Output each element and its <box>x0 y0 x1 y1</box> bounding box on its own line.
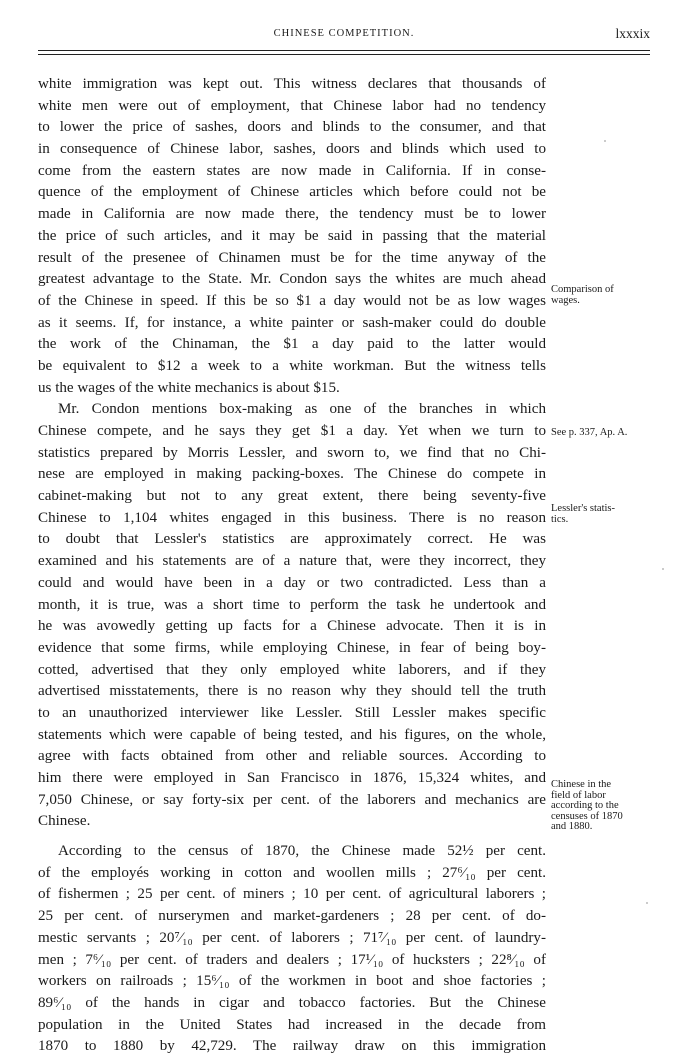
scan-speck <box>646 902 648 904</box>
header-rule-bottom <box>38 54 650 55</box>
margin-note-line: wages. <box>551 294 580 306</box>
text-line: us the wages of the white mechanics is about $15. <box>38 379 340 396</box>
margin-note-line: tics. <box>551 513 569 525</box>
text-line: 1870 to 1880 by 42,729. The railway draw on this immigration <box>38 1038 546 1055</box>
margin-note-line: censuses of 1870 <box>551 810 623 822</box>
margin-note-line: See p. 337, Ap. A. <box>551 427 628 438</box>
paragraph-2 <box>38 399 546 833</box>
paragraph-gap <box>38 833 546 841</box>
text-line: month, it is true, was a short time to perform the task he undertook and <box>38 596 546 613</box>
margin-note-chinese-in-field-of-labor <box>551 780 661 833</box>
margin-note-line: and 1880. <box>551 821 593 832</box>
text-line: of the employés working in cotton and woollen mills ; 27⁶⁄₁₀ per cent. <box>38 864 546 881</box>
paragraph-3 <box>38 841 546 1058</box>
text-line: Chinese to 1,104 whites engaged in this business. There is no reason <box>38 509 546 526</box>
text-line: of fishermen ; 25 per cent. of miners ; 10 per cent. of agricultural laborers ; <box>38 886 546 903</box>
text-line: examined and his statements are of a nature that, were they incorrect, they <box>38 553 546 570</box>
text-line: population in the United States had increased in the decade from <box>38 1016 546 1033</box>
running-title: CHINESE COMPETITION. <box>273 28 415 39</box>
text-line: white men were out of employment, that Chinese labor had no tendency <box>38 97 546 114</box>
margin-note-line: Comparison of <box>551 284 614 295</box>
text-line: evidence that some firms, while employing Chinese, in fear of being boy- <box>38 639 546 656</box>
scan-speck <box>662 568 664 570</box>
text-line: to an unauthorized interviewer like Lessler. Still Lessler makes specific <box>38 704 546 721</box>
text-line: agree with facts obtained from other and reliable sources. According to <box>38 748 546 765</box>
text-line: him there were employed in San Francisco in 1876, 15,324 whites, and <box>38 770 546 786</box>
margin-note-line: Lessler's statis- <box>551 503 616 514</box>
text-line: be equivalent to $12 a week to a white workman. But the witness tells <box>38 357 546 374</box>
text-line: as it seems. If, for instance, a white painter or sash-maker could do double <box>38 314 546 331</box>
margin-note-see-appendix <box>551 428 661 439</box>
text-line: quence of the employment of Chinese articles which before could not be <box>38 184 546 201</box>
text-line: to doubt that Lessler's statistics are approximately correct. He was <box>38 531 546 548</box>
text-line: the price of such articles, and it may be said in passing that the material <box>38 227 546 244</box>
paragraph-1 <box>38 74 546 399</box>
text-line: advertised misstatements, there is no reason why they should tell the truth <box>38 683 546 700</box>
text-line: Chinese. <box>38 813 91 830</box>
margin-note-line: according to the <box>551 800 619 811</box>
text-line: statements which were capable of being tested, and his figures, on the whole, <box>38 726 546 743</box>
text-line: workers on railroads ; 15⁶⁄₁₀ of the workmen in boot and shoe factories ; <box>38 973 546 990</box>
page-number: lxxxix <box>615 26 650 41</box>
margin-note-comparison-of-wages <box>551 285 661 306</box>
header-rule-top <box>38 50 650 51</box>
text-line: mestic servants ; 20⁷⁄₁₀ per cent. of laborers ; 71⁷⁄₁₀ per cent. of laundry- <box>38 929 546 946</box>
text-line: the work of the Chinaman, the $1 a day paid to the latter would <box>38 336 546 353</box>
text-line: could and would have been in a day or two contradicted. Less than a <box>38 574 546 591</box>
text-line: greatest advantage to the State. Mr. Condon says the whites are much ahead <box>38 271 546 288</box>
text-line: 25 per cent. of nurserymen and market-gardeners ; 28 per cent. of do- <box>38 908 546 925</box>
text-line: According to the census of 1870, the Chinese made 52½ per cent. <box>58 843 546 860</box>
text-line: 89⁶⁄₁₀ of the hands in cigar and tobacco factories. But the Chinese <box>38 994 546 1011</box>
text-line: cabinet-making but not to any great extent, there being seventy-five <box>38 488 546 505</box>
text-line: made in California are now made there, the tendency must be to lower <box>38 206 546 223</box>
margin-note-lesslers-statistics <box>551 504 661 525</box>
text-line: in consequence of Chinese labor, sashes, doors and blinds which used to <box>38 141 546 158</box>
scan-speck <box>604 140 606 142</box>
text-line: result of the presenee of Chinamen must be for the time anyway of the <box>38 249 546 266</box>
text-line: men ; 7⁶⁄₁₀ per cent. of traders and dealers ; 17¹⁄₁₀ of hucksters ; 22⁸⁄₁₀ of <box>38 951 546 968</box>
text-line: to lower the price of sashes, doors and blinds to the consumer, and that <box>38 119 546 136</box>
text-line: white immigration was kept out. This witness declares that thousands of <box>38 76 546 92</box>
body-text <box>38 74 546 1058</box>
text-line: Mr. Condon mentions box-making as one of the branches in which <box>58 401 546 418</box>
text-line: Chinese compete, and he says they get $1 a day. Yet when we turn to <box>38 423 546 439</box>
text-line: 7,050 Chinese, or say forty-six per cent. of the laborers and mechanics are <box>38 791 546 808</box>
text-line: nese are employed in making packing-boxes. The Chinese do compete in <box>38 466 546 483</box>
margin-note-line: field of labor <box>551 789 606 801</box>
text-line: come from the eastern states are now made in California. If in conse- <box>38 162 546 179</box>
text-line: cotted, advertised that they only employed white laborers, and if they <box>38 661 546 678</box>
page-header <box>38 26 650 42</box>
margin-note-line: Chinese in the <box>551 779 612 790</box>
text-line: he was avowedly getting up facts for a Chinese advocate. Then it is in <box>38 618 546 635</box>
text-line: of the Chinese in speed. If this be so $1 a day would not be as low wages <box>38 292 546 309</box>
text-line: statistics prepared by Morris Lessler, and sworn to, we find that no Chi- <box>38 444 546 461</box>
